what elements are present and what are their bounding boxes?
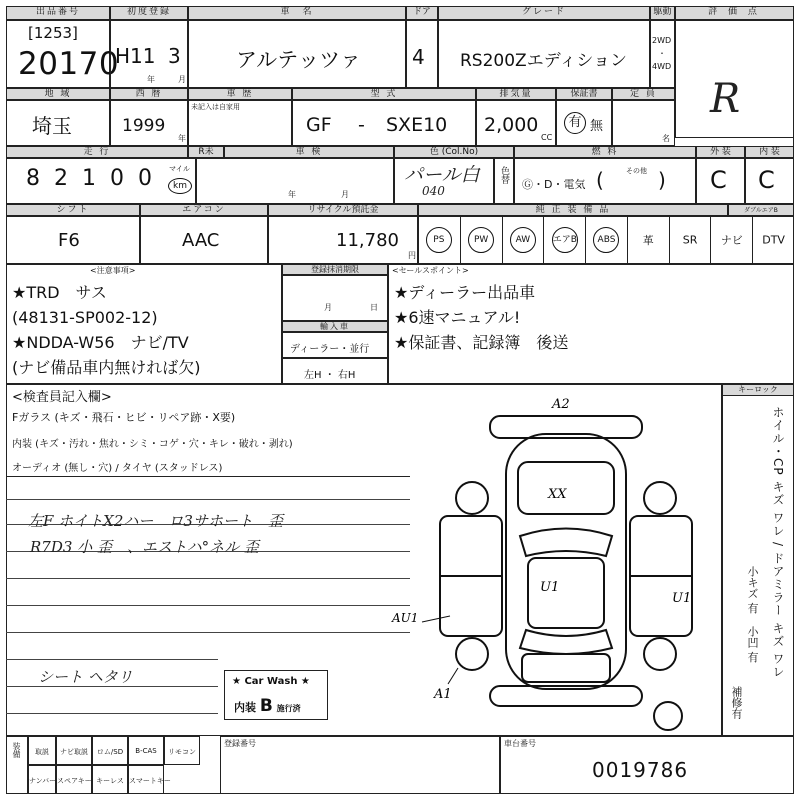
auction-sheet <box>6 6 794 794</box>
mileage-digits <box>26 166 160 191</box>
warranty-no: 無 <box>590 119 604 134</box>
equip-item-8 <box>752 216 794 264</box>
footer-item: リモコン <box>164 736 200 765</box>
caution-line: ★NDDA-W56 ナビ/TV <box>12 333 189 352</box>
sales-lines <box>394 280 568 355</box>
warranty-label: 保証書 <box>556 88 612 100</box>
drive-2wd: 2WD <box>652 36 672 45</box>
score: R <box>710 76 741 122</box>
mileage-digit: 8 <box>26 166 40 191</box>
lot-sub: [1253] <box>28 24 78 42</box>
lot-label: 出品番号 <box>6 6 110 20</box>
car-wash-suffix: 施行済 <box>276 704 301 713</box>
color-change-label: 色替 <box>499 166 509 184</box>
reg-deadline-label: 登録抹消期限 <box>282 264 388 275</box>
footer-item: スマートキー <box>128 765 164 794</box>
caution-label: <注意事項> <box>90 266 136 275</box>
score-label: 評 価 点 <box>675 6 794 20</box>
equip-label: SR <box>682 233 698 247</box>
drive-label: 駆動 <box>650 6 675 20</box>
footer-item: スペアキー <box>56 765 92 794</box>
mark-left-leader <box>422 616 450 622</box>
reg-deadline-cell <box>282 275 388 321</box>
inspector-line3: オーディオ (無し・穴) / タイヤ (スタッドレス) <box>12 463 223 474</box>
paren-open: ( <box>596 168 604 192</box>
year-label: 西 暦 <box>110 88 188 100</box>
mark-bottom: A1 <box>434 687 452 702</box>
reg-number-cell <box>220 736 500 794</box>
equip-label: ナビ <box>720 234 743 247</box>
sales-line: ★ディーラー出品車 <box>394 283 536 302</box>
aircon-label: エアコン <box>140 204 268 216</box>
inspector-line1: Fガラス (キズ・飛石・ヒビ・リペア跡・X要) <box>12 411 236 424</box>
caution-line: (ナビ備品車内無ければ欠) <box>12 358 201 377</box>
equip-label: ABS <box>593 227 619 253</box>
mark-left: AU1 <box>392 611 419 625</box>
side-legend-2: 小キズ 有 <box>746 566 759 614</box>
mark-top: A2 <box>552 397 570 412</box>
rule-line <box>6 713 218 714</box>
rule-line <box>6 659 218 660</box>
equip-item-2 <box>502 216 544 264</box>
inspector-line2: 内装 (キズ・汚れ・焦れ・シミ・コゲ・穴・キレ・破れ・剥れ) <box>12 439 293 450</box>
reg-number-label: 登録番号 <box>224 739 256 748</box>
equip-item-4 <box>585 216 627 264</box>
tire-rl <box>456 638 488 670</box>
footer-side-label: 装備 <box>12 742 21 758</box>
hand-note-2: R7D3 小 歪 、エストハ°ネル 歪 <box>30 538 259 556</box>
caution-line: ★TRD サス <box>12 283 107 302</box>
insp-month-unit: 月 <box>341 190 349 199</box>
spare-tire <box>654 702 682 730</box>
caution-line: (48131-SP002-12) <box>12 308 158 327</box>
rule-line <box>6 499 410 500</box>
paren-close: ) <box>658 168 666 192</box>
area: 埼玉 <box>32 114 72 138</box>
recycle: 11,780 <box>336 230 399 251</box>
mark-right: U1 <box>672 591 692 606</box>
mark-center: XX <box>548 487 567 502</box>
sales-label: <セールスポイント> <box>392 266 469 275</box>
sales-line: ★6速マニュアル! <box>394 308 521 327</box>
side-legend-4: 補修有 <box>730 686 743 719</box>
side-legend-1: ホイル・CP キズ ワレ / ドアミラー キズ ワレ <box>771 406 785 679</box>
car-wash-grade: B <box>259 696 273 716</box>
footer-item: ナンバー <box>28 765 56 794</box>
equipment-row <box>418 216 794 264</box>
model-label: 車 名 <box>188 6 406 20</box>
interior: C <box>758 166 775 194</box>
corner-label: ダブルエアB <box>728 204 794 216</box>
reg-year-unit: 年 <box>147 75 155 84</box>
shift: F6 <box>58 230 80 251</box>
color-code: 040 <box>422 184 445 198</box>
type-prefix: GF <box>306 114 332 136</box>
recycle-label: リサイクル預託金 <box>268 204 418 216</box>
aircon: AAC <box>182 230 220 251</box>
cc: 2,000 <box>484 114 539 136</box>
reg-day-unit: 日 <box>370 303 378 312</box>
rear-window <box>520 630 612 654</box>
footer-item: ロム/SD <box>92 736 128 765</box>
tire-fr <box>644 482 676 514</box>
doors: 4 <box>412 45 425 69</box>
recycle-check-label: R未 <box>188 146 224 158</box>
capacity-unit: 名 <box>662 134 670 143</box>
model-name: アルテッツァ <box>236 48 361 72</box>
equip-label: DTV <box>762 233 785 247</box>
insp-year-unit: 年 <box>288 190 296 199</box>
keyword-label: キーロック <box>722 384 794 396</box>
fuel-other: その他 <box>626 167 647 175</box>
car-outline-icon <box>440 416 692 730</box>
mileage-digit: 1 <box>82 166 96 191</box>
equip-label: エアB <box>552 227 578 253</box>
history-note: 未記入は自家用 <box>191 103 240 111</box>
mile-unit: マイル <box>169 165 190 173</box>
equip-item-7 <box>710 216 752 264</box>
inspection-label: 車 検 <box>224 146 394 158</box>
drive-dot: ・ <box>658 49 666 58</box>
year: 1999 <box>122 116 166 136</box>
inspector-divider <box>6 476 410 477</box>
type-label: 型 式 <box>292 88 476 100</box>
doors-label: ドア <box>406 6 438 20</box>
mark-bottom-leader <box>448 668 458 684</box>
type-code: SXE10 <box>386 114 448 136</box>
car-wash-text: 内装 <box>234 701 256 714</box>
windshield <box>520 529 612 557</box>
fuel-options: Ⓖ・D・電気 <box>522 178 586 191</box>
hand-note-3: シート ヘタリ <box>38 668 133 686</box>
equip-item-1 <box>460 216 502 264</box>
equip-label: PS <box>426 227 452 253</box>
import-value: ディーラー・並行 <box>290 344 370 355</box>
footer-item: キーレス <box>92 765 128 794</box>
handle-value: 左H ・ 右H <box>304 370 356 381</box>
sales-line: ★保証書、記録簿 後送 <box>394 333 569 352</box>
interior-label: 内 装 <box>745 146 794 158</box>
type-dash: - <box>358 114 365 136</box>
capacity-label: 定 員 <box>612 88 675 100</box>
car-diagram <box>392 386 722 736</box>
tire-fl <box>456 482 488 514</box>
side-legend-3: 小凹 有 <box>746 626 759 663</box>
footer-equip-grid <box>28 736 220 794</box>
reg-label: 初度登録 <box>110 6 188 20</box>
equip-item-5 <box>627 216 669 264</box>
hand-note-1: 左F ホイトX2ハー ロ3サホート 歪 <box>28 512 283 530</box>
footer-item: ナビ取説 <box>56 736 92 765</box>
cc-unit: CC <box>541 133 553 142</box>
color-value: パール白 <box>404 164 480 186</box>
equip-label: AW <box>510 227 536 253</box>
equip-label: 純 正 装 備 品 <box>418 204 728 216</box>
exterior-label: 外 装 <box>696 146 745 158</box>
trunk <box>522 654 610 682</box>
rule-line <box>6 632 410 633</box>
shift-label: シフト <box>6 204 140 216</box>
equip-item-0 <box>418 216 460 264</box>
mileage-label: 走 行 <box>6 146 188 158</box>
chassis-number: 0019786 <box>592 758 689 782</box>
warranty-yes: 有 <box>564 112 586 134</box>
caution-lines <box>12 280 201 380</box>
mileage-digit: 2 <box>54 166 68 191</box>
inspector-title: <検査員記入欄> <box>12 390 112 405</box>
reg-month-unit: 月 <box>178 75 186 84</box>
km-unit: km <box>168 178 192 194</box>
lot-number: 20170 <box>18 46 120 82</box>
recycle-unit: 円 <box>408 251 416 260</box>
car-body-outline <box>506 434 626 689</box>
exterior: C <box>710 166 727 194</box>
mark-middle: U1 <box>540 580 560 595</box>
mileage-digit: 0 <box>138 166 152 191</box>
import-label: 輸入車 <box>282 321 388 332</box>
history-label: 車 歴 <box>188 88 292 100</box>
mileage-digit: 0 <box>110 166 124 191</box>
reg-month-unit: 月 <box>324 303 332 312</box>
footer-item: 取説 <box>28 736 56 765</box>
reg-era: H11 <box>115 44 156 68</box>
car-wash-title: ★ Car Wash ★ <box>232 676 310 687</box>
area-label: 地 域 <box>6 88 110 100</box>
equip-item-3 <box>543 216 585 264</box>
equip-item-6 <box>669 216 711 264</box>
reg-month: 3 <box>168 44 181 68</box>
car-wash-row <box>234 696 301 716</box>
year-unit: 年 <box>178 134 186 143</box>
rule-line <box>6 578 410 579</box>
equip-label: PW <box>468 227 494 253</box>
cc-label: 排気量 <box>476 88 556 100</box>
grade-label: グレード <box>438 6 650 20</box>
grade: RS200Zエディション <box>460 51 627 71</box>
tire-rr <box>644 638 676 670</box>
equip-label: 革 <box>642 234 654 247</box>
drive-4wd: 4WD <box>652 62 672 71</box>
rule-line <box>6 605 410 606</box>
footer-item: B-CAS <box>128 736 164 765</box>
chassis-label: 車台番号 <box>504 739 536 748</box>
fuel-label: 燃 料 <box>514 146 696 158</box>
color-label: 色 (Col.No) <box>394 146 514 158</box>
